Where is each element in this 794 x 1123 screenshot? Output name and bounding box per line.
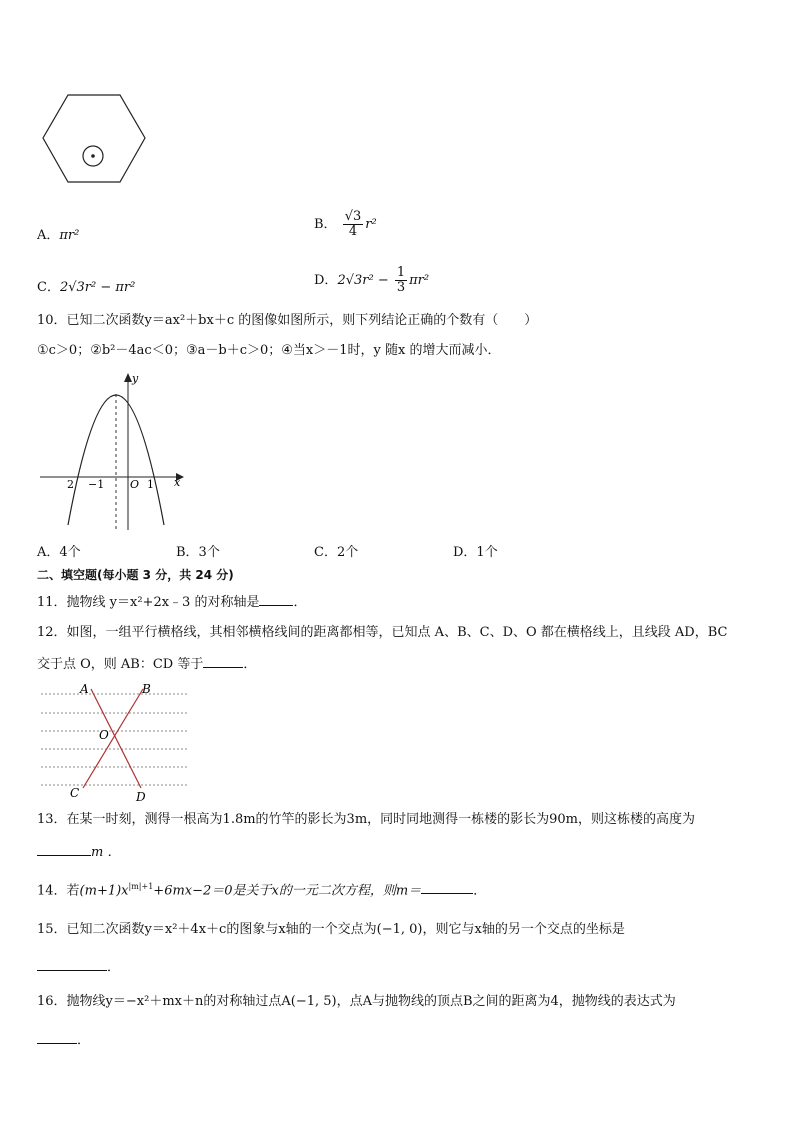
q9-d-fraction: $\frac{1}{3}$ xyxy=(396,265,406,295)
q9-b-fraction: $\frac{√3}{4}$ xyxy=(344,209,362,239)
section-title: 二、填空题(每小题 3 分，共 24 分) xyxy=(37,568,234,582)
q13-answer-blank[interactable] xyxy=(37,843,91,856)
q15-answer-blank[interactable] xyxy=(37,958,107,971)
q9-option-a[interactable]: A．πr² xyxy=(37,228,80,243)
x-axis-label: x xyxy=(174,476,181,489)
q12-line1: 12．如图，一组平行横格线，其相邻横格线间的距离都相等，已知点 A、B、C、D、O 都在横格线上，且线段 AD，BC xyxy=(37,625,728,640)
q9-option-b[interactable]: B． $\frac{√3}{4}$ r² xyxy=(314,209,377,239)
q16-line1: 16．抛物线y＝−x²＋mx＋n的对称轴过点A(−1, 5)，点A与抛物线的顶点B之间的距离为4，抛物线的表达式为 xyxy=(37,994,676,1009)
center-dot xyxy=(91,154,95,158)
q13-line2: m ． xyxy=(37,843,120,862)
q14: 14．若$(m+1)x^{|m|+1}+6mx-2=0$是关于x的一元二次方程，则m＝ ． xyxy=(37,882,487,899)
q16-answer-blank[interactable] xyxy=(37,1031,77,1044)
q12-answer-blank[interactable] xyxy=(203,655,243,668)
q10-conditions: ①c＞0；②b²－4ac＜0；③a－b＋c＞0；④当x＞－1时，y 随x 的增大而减小． xyxy=(37,343,501,358)
q15-line2: ． xyxy=(37,958,120,977)
origin-label: O xyxy=(130,478,140,491)
hexagon-shape xyxy=(43,95,145,182)
q12-line2: 交于点 O，则 AB：CD 等于 ． xyxy=(37,657,257,672)
point-b-label: B xyxy=(142,682,151,696)
q11-answer-blank[interactable] xyxy=(259,593,293,606)
tick-1: 1 xyxy=(147,478,154,491)
point-o-label: O xyxy=(99,728,109,742)
q10-option-d[interactable]: D．1个 xyxy=(453,545,498,560)
q10-option-c[interactable]: C．2个 xyxy=(314,545,359,560)
q10-option-b[interactable]: B．3个 xyxy=(176,545,220,560)
q9-option-c[interactable]: C．2√3r² − πr² xyxy=(37,280,136,295)
tick-neg2: 2 xyxy=(67,478,74,491)
q10-option-a[interactable]: A．4个 xyxy=(37,545,81,560)
q15-line1: 15．已知二次函数y＝x²＋4x＋c的图象与x轴的一个交点为(−1, 0)，则它与x轴的另一个交点的坐标是 xyxy=(37,922,625,937)
y-axis-label: y xyxy=(132,372,139,385)
parallel-lines-figure xyxy=(36,681,196,805)
tick-neg1: −1 xyxy=(88,478,105,491)
q11: 11．抛物线 y＝x²+2x﹣3 的对称轴是 ． xyxy=(37,595,307,610)
parabola-graph xyxy=(38,370,188,535)
point-a-label: A xyxy=(80,682,89,696)
q14-answer-blank[interactable] xyxy=(421,881,473,894)
q13-line1: 13．在某一时刻，测得一根高为1.8m的竹竿的影长为3m，同时同地测得一栋楼的影长为90m，则这栋楼的高度为 xyxy=(37,812,696,827)
point-d-label: D xyxy=(136,790,146,804)
q9-option-d[interactable]: D．2√3r² − $\frac{1}{3}$ πr² xyxy=(314,265,430,295)
q10-stem: 10．已知二次函数y＝ax²＋bx＋c 的图像如图所示，则下列结论正确的个数有（ ） xyxy=(37,313,538,328)
q16-line2: ． xyxy=(37,1031,90,1050)
point-c-label: C xyxy=(70,786,80,800)
y-axis-arrow xyxy=(124,373,132,382)
hexagon-figure xyxy=(40,92,150,188)
